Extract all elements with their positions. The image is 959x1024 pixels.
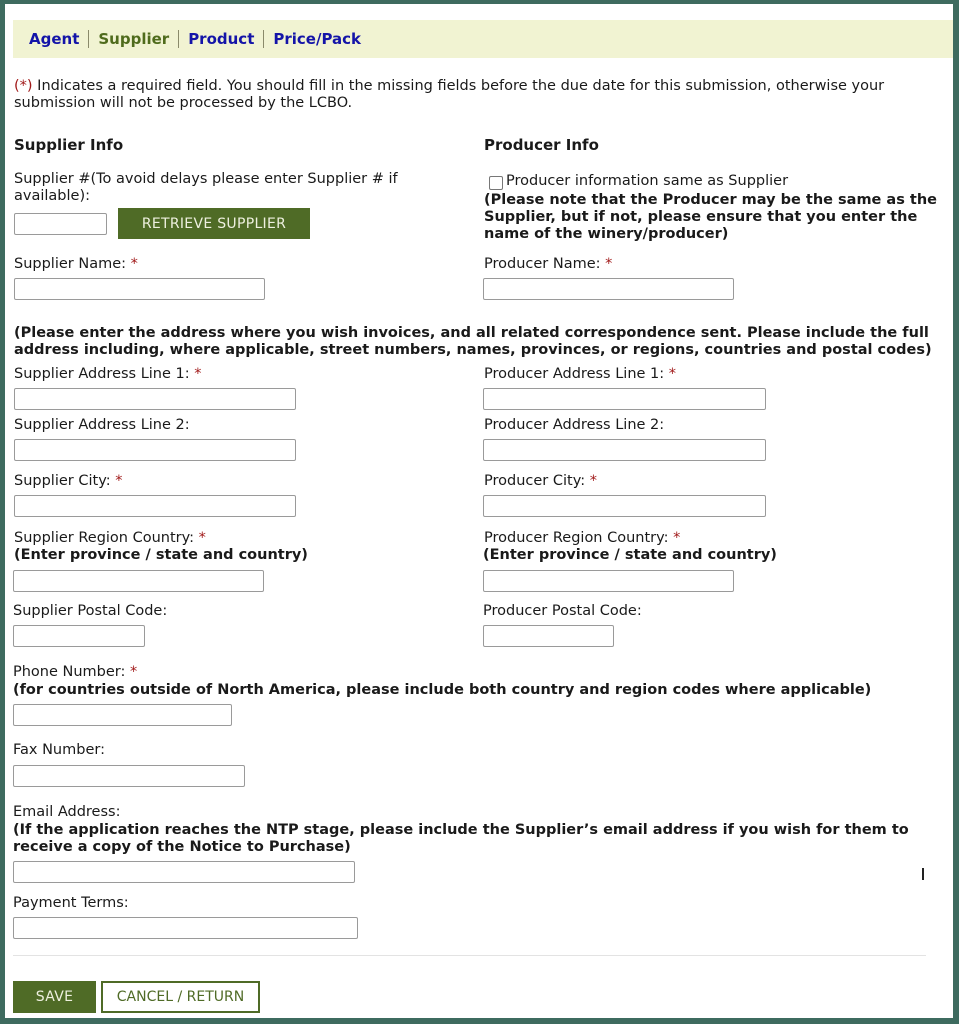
producer-postal-input[interactable] [483, 625, 614, 647]
supplier-city-label [14, 473, 122, 490]
producer-info-heading: Producer Info [484, 136, 599, 154]
email-label: Email Address: [13, 804, 121, 820]
supplier-info-heading: Supplier Info [14, 136, 124, 154]
payment-terms-label: Payment Terms: [13, 895, 129, 911]
notice-text: Indicates a required field. You should fill in the missing fields before the due date for this submission, otherwise your submission will not be processed by the LCBO. [14, 78, 885, 111]
tab-separator [88, 30, 89, 48]
required-star: * [115, 473, 123, 489]
tab-separator [263, 30, 264, 48]
producer-address2-label: Producer Address Line 2: [484, 417, 665, 433]
required-notice [14, 78, 944, 112]
page-frame [5, 4, 953, 1018]
supplier-address2-input[interactable] [14, 439, 296, 461]
required-star: * [194, 366, 202, 382]
supplier-name-input[interactable] [14, 278, 265, 300]
phone-label [13, 664, 137, 681]
supplier-address2-label: Supplier Address Line 2: [14, 417, 190, 433]
required-star: * [673, 530, 681, 546]
required-star: * [130, 256, 138, 272]
producer-postal-label: Producer Postal Code: [483, 603, 642, 619]
save-button[interactable]: SAVE [13, 981, 96, 1013]
tab-agent[interactable]: Agent [29, 30, 80, 48]
phone-input[interactable] [13, 704, 232, 726]
supplier-postal-label: Supplier Postal Code: [13, 603, 168, 619]
address-note: (Please enter the address where you wish invoices, and all related correspondence sent. Please include the full address including, where applicable, street numbers, names, provinces, or regions, countries and postal codes) [14, 325, 932, 358]
required-star: * [130, 664, 138, 680]
supplier-city-label-text: Supplier City: [14, 473, 111, 489]
supplier-city-input[interactable] [14, 495, 296, 517]
producer-name-label-text: Producer Name: [484, 256, 601, 272]
payment-terms-input[interactable] [13, 917, 358, 939]
producer-same-label: Producer information same as Supplier [506, 173, 789, 189]
cancel-return-button[interactable]: CANCEL / RETURN [101, 981, 260, 1013]
required-star: * [605, 256, 613, 272]
producer-name-input[interactable] [483, 278, 734, 300]
email-hint: (If the application reaches the NTP stage, please include the Supplier’s email address if you wish for them to receive a copy of the Notice to Purchase) [13, 822, 909, 855]
phone-label-text: Phone Number: [13, 664, 126, 680]
tab-product[interactable]: Product [188, 30, 255, 48]
supplier-region-input[interactable] [13, 570, 264, 592]
retrieve-supplier-button[interactable]: RETRIEVE SUPPLIER [118, 208, 310, 239]
supplier-address1-input[interactable] [14, 388, 296, 410]
divider [13, 955, 926, 956]
producer-same-checkbox[interactable] [489, 176, 503, 190]
required-star: * [589, 473, 597, 489]
supplier-region-hint: (Enter province / state and country) [14, 547, 308, 563]
producer-region-label-text: Producer Region Country: [484, 530, 669, 546]
supplier-number-input[interactable] [14, 213, 107, 235]
supplier-name-label [14, 256, 138, 273]
producer-address1-label-text: Producer Address Line 1: [484, 366, 665, 382]
required-marker: (*) [14, 78, 33, 94]
supplier-region-label-text: Supplier Region Country: [14, 530, 195, 546]
producer-region-input[interactable] [483, 570, 734, 592]
producer-region-label [484, 530, 680, 547]
phone-hint: (for countries outside of North America, please include both country and region codes where applicable) [13, 682, 872, 698]
supplier-address1-label-text: Supplier Address Line 1: [14, 366, 190, 382]
fax-input[interactable] [13, 765, 245, 787]
supplier-number-label: Supplier #(To avoid delays please enter Supplier # if available): [14, 171, 398, 204]
producer-name-label [484, 256, 612, 273]
tab-price-pack[interactable]: Price/Pack [273, 30, 362, 48]
producer-address2-input[interactable] [483, 439, 766, 461]
producer-address1-label [484, 366, 676, 383]
tab-separator [178, 30, 179, 48]
producer-address1-input[interactable] [483, 388, 766, 410]
supplier-region-label [14, 530, 206, 547]
supplier-address1-label [14, 366, 202, 383]
tab-bar [13, 20, 953, 58]
producer-city-input[interactable] [483, 495, 766, 517]
supplier-name-label-text: Supplier Name: [14, 256, 127, 272]
email-input[interactable] [13, 861, 355, 883]
fax-label: Fax Number: [13, 742, 105, 758]
required-star: * [198, 530, 206, 546]
tab-supplier[interactable]: Supplier [98, 30, 170, 48]
supplier-postal-input[interactable] [13, 625, 145, 647]
producer-note: (Please note that the Producer may be the same as the Supplier, but if not, please ensure that you enter the name of the winery/producer) [484, 192, 937, 242]
producer-region-hint: (Enter province / state and country) [483, 547, 777, 563]
producer-city-label-text: Producer City: [484, 473, 586, 489]
text-cursor-icon [922, 868, 924, 880]
required-star: * [668, 366, 677, 382]
producer-city-label [484, 473, 597, 490]
